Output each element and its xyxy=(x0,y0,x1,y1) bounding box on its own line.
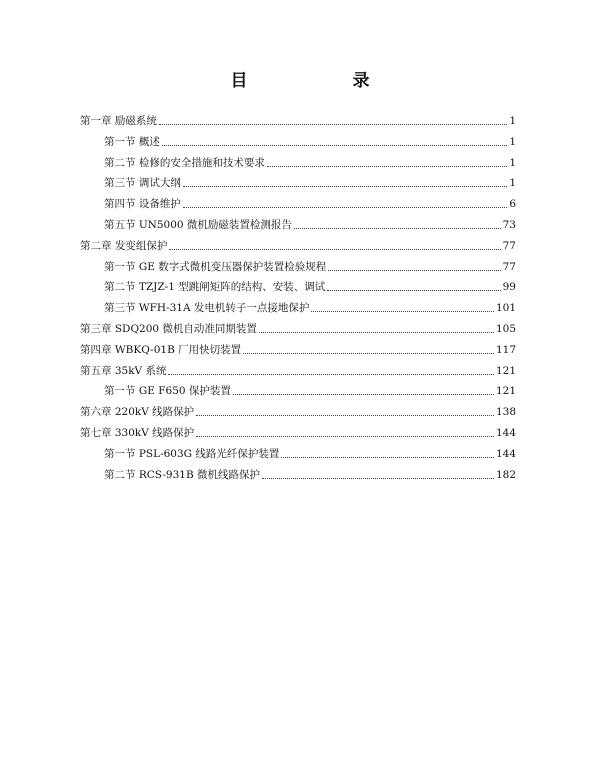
toc-entry-label: 第一节 PSL-603G 线路光纤保护装置 xyxy=(104,447,280,460)
toc-entry-label: 第二节 TZJZ-1 型跳闸矩阵的结构、安装、调试 xyxy=(104,281,326,294)
dot-leader xyxy=(243,353,494,354)
toc-entry-label: 第二节 检修的安全措施和技术要求 xyxy=(104,156,265,169)
dot-leader xyxy=(162,145,507,146)
toc-entry-page: 117 xyxy=(495,343,516,356)
toc-section-entry xyxy=(104,131,516,149)
toc-entry-label: 第一节 概述 xyxy=(104,135,160,148)
toc-entry-label: 第三章 SDQ200 微机自动准同期装置 xyxy=(80,323,257,335)
dot-leader xyxy=(233,394,494,395)
toc-chapter-entry xyxy=(80,401,516,419)
dot-leader xyxy=(262,478,494,479)
toc-entry-page: 6 xyxy=(509,198,516,211)
toc-entry-label: 第一节 GE F650 保护装置 xyxy=(104,385,231,398)
toc-entry-page: 121 xyxy=(495,385,516,398)
dot-leader xyxy=(328,270,500,271)
toc-section-entry xyxy=(104,297,516,315)
toc-entry-label: 第三节 调试大纲 xyxy=(104,177,181,190)
toc-entry-page: 73 xyxy=(502,219,516,231)
toc-entry-page: 121 xyxy=(495,364,516,377)
dot-leader xyxy=(281,457,494,458)
toc-entry-page: 105 xyxy=(495,323,516,335)
dot-leader xyxy=(168,374,493,375)
dot-leader xyxy=(294,228,501,229)
toc-chapter-entry xyxy=(80,422,516,440)
dot-leader xyxy=(196,436,494,437)
toc-entry-label: 第一章 励磁系统 xyxy=(80,115,157,127)
toc-chapter-entry xyxy=(80,360,516,378)
toc-section-entry xyxy=(104,276,516,294)
toc-entry-page: 101 xyxy=(495,302,516,315)
toc-entry-label: 第六章 220kV 线路保护 xyxy=(80,406,195,419)
toc-entry-label: 第一节 GE 数字式微机变压器保护装置检验规程 xyxy=(104,260,327,273)
toc-entry-label: 第五章 35kV 系统 xyxy=(80,364,167,377)
toc-section-entry xyxy=(104,214,516,232)
toc-entry-label: 第二章 发变组保护 xyxy=(80,239,168,252)
toc-section-entry xyxy=(104,256,516,274)
toc-entry-label: 第五节 UN5000 微机励磁装置检测报告 xyxy=(104,219,292,231)
toc-entry-page: 144 xyxy=(495,427,516,439)
dot-leader xyxy=(311,311,494,312)
toc-section-entry xyxy=(104,464,516,482)
toc-section-entry xyxy=(104,443,516,461)
toc-entry-page: 1 xyxy=(509,115,516,127)
toc-entry-label: 第七章 330kV 线路保护 xyxy=(80,427,195,439)
toc-chapter-entry xyxy=(80,235,516,253)
dot-leader xyxy=(267,166,507,167)
toc-chapter-entry xyxy=(80,110,516,128)
dot-leader xyxy=(183,186,507,187)
toc-chapter-entry xyxy=(80,339,516,357)
toc-section-entry xyxy=(104,172,516,190)
toc-entry-label: 第四节 设备维护 xyxy=(104,198,181,211)
toc-chapter-entry xyxy=(80,318,516,336)
dot-leader xyxy=(183,207,507,208)
dot-leader xyxy=(259,332,494,333)
dot-leader xyxy=(159,124,507,125)
toc-entry-page: 1 xyxy=(509,177,516,190)
toc-entry-page: 182 xyxy=(495,468,516,481)
dot-leader xyxy=(327,290,500,291)
toc-section-entry xyxy=(104,380,516,398)
toc-entry-page: 1 xyxy=(509,135,516,148)
toc-entry-page: 77 xyxy=(502,239,516,252)
toc-title: 目 录 xyxy=(230,71,414,91)
toc-section-entry xyxy=(104,193,516,211)
toc-entry-label: 第二节 RCS-931B 微机线路保护 xyxy=(104,468,260,481)
dot-leader xyxy=(196,415,494,416)
toc-entry-page: 77 xyxy=(502,260,516,273)
toc-entry-page: 99 xyxy=(502,281,516,294)
toc-entry-label: 第四章 WBKQ-01B 厂用快切装置 xyxy=(80,343,242,356)
toc-section-entry xyxy=(104,152,516,170)
dot-leader xyxy=(169,249,500,250)
toc-entry-page: 1 xyxy=(509,156,516,169)
toc-entry-label: 第三节 WFH-31A 发电机转子一点接地保护 xyxy=(104,302,310,315)
toc-entry-page: 138 xyxy=(495,406,516,419)
toc-entry-page: 144 xyxy=(495,447,516,460)
